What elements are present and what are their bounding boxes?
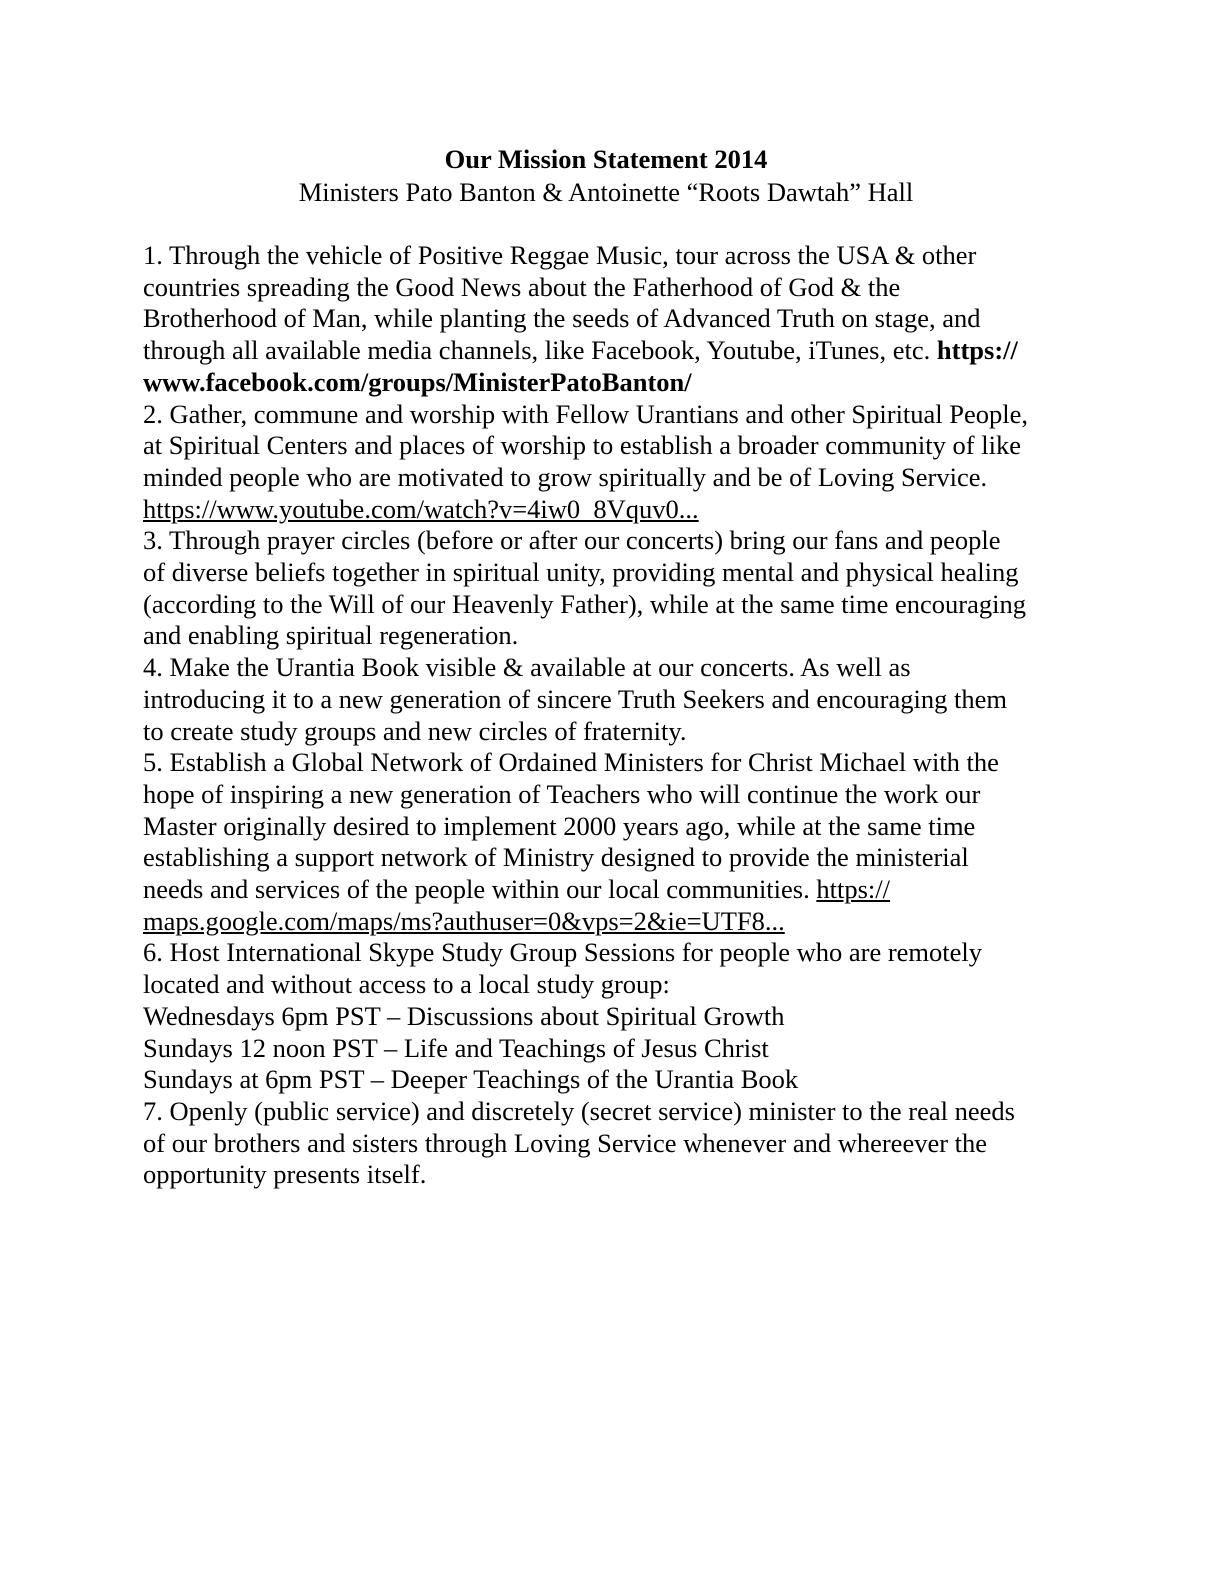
text-line [143, 525, 1083, 557]
line-text: of our brothers and sisters through Loving Service whenever and whereever the [143, 1127, 988, 1158]
text-line [143, 937, 1083, 969]
line-text: 3. Through prayer circles (before or after our concerts) bring our fans and people [143, 525, 1001, 556]
text-line [143, 906, 1083, 938]
line-text: introducing it to a new generation of sincere Truth Seekers and encouraging them [143, 683, 1007, 714]
text-line [143, 652, 1083, 684]
line-text: Sundays at 6pm PST – Deeper Teachings of the Urantia Book [143, 1064, 799, 1095]
hyperlink[interactable]: https://www.youtube.com/watch?v=4iw0_8Vquv0... [143, 493, 699, 524]
line-text: Master originally desired to implement 2000 years ago, while at the same time [143, 810, 976, 841]
text-line [143, 494, 1083, 526]
text-line [143, 747, 1083, 779]
text-line [143, 430, 1083, 462]
text-line [143, 969, 1083, 1001]
text-line [143, 1096, 1083, 1128]
text-line [143, 399, 1083, 431]
mission-body [143, 240, 1083, 1191]
line-text: at Spiritual Centers and places of worship to establish a broader community of like [143, 430, 1021, 461]
text-line [143, 684, 1083, 716]
line-text: hope of inspiring a new generation of Teachers who will continue the work our [143, 778, 981, 809]
text-line [143, 1001, 1083, 1033]
hyperlink[interactable]: https:// [816, 874, 890, 905]
text-line [143, 335, 1083, 367]
line-text: 4. Make the Urantia Book visible & available at our concerts. As well as [143, 652, 911, 683]
line-text: of diverse beliefs together in spiritual unity, providing mental and physical healing [143, 557, 1019, 588]
line-text: (according to the Will of our Heavenly Father), while at the same time encouraging [143, 588, 1026, 619]
text-line [143, 462, 1083, 494]
line-text: opportunity presents itself. [143, 1159, 427, 1190]
line-text: 6. Host International Skype Study Group Sessions for people who are remotely [143, 937, 983, 968]
page-title: Our Mission Statement 2014 [444, 144, 768, 174]
line-text: 7. Openly (public service) and discretely (secret service) minister to the real needs [143, 1095, 1015, 1126]
text-line [143, 811, 1083, 843]
text-line [143, 1033, 1083, 1065]
line-text: needs and services of the people within our local communities. [143, 874, 817, 905]
text-line [143, 589, 1083, 621]
text-line [143, 842, 1083, 874]
text-line [143, 716, 1083, 748]
hyperlink[interactable]: maps.google.com/maps/ms?authuser=0&vps=2&ie=UTF8... [143, 905, 785, 936]
line-text: 1. Through the vehicle of Positive Reggae Music, tour across the USA & other [143, 240, 977, 270]
text-line [143, 779, 1083, 811]
text-line [143, 303, 1083, 335]
line-text: and enabling spiritual regeneration. [143, 620, 519, 651]
line-text: establishing a support network of Ministry designed to provide the ministerial [143, 842, 969, 873]
text-line [143, 240, 1083, 272]
line-text: Wednesdays 6pm PST – Discussions about Spiritual Growth [143, 1000, 785, 1031]
text-line [143, 874, 1083, 906]
bold-url: https:// [936, 335, 1018, 366]
line-text: located and without access to a local study group: [143, 969, 670, 1000]
text-line [143, 1159, 1083, 1191]
line-text: Brotherhood of Man, while planting the seeds of Advanced Truth on stage, and [143, 303, 981, 334]
page-subtitle: Ministers Pato Banton & Antoinette “Roots Dawtah” Hall [298, 177, 914, 207]
bold-url: www.facebook.com/groups/MinisterPatoBanton/ [143, 366, 692, 397]
line-text: minded people who are motivated to grow spiritually and be of Loving Service. [143, 461, 988, 492]
text-line [143, 620, 1083, 652]
text-line [143, 1128, 1083, 1160]
text-line [143, 1064, 1083, 1096]
line-text: Sundays 12 noon PST – Life and Teachings of Jesus Christ [143, 1032, 769, 1063]
text-line [143, 272, 1083, 304]
line-text: countries spreading the Good News about the Fatherhood of God & the [143, 271, 901, 302]
line-text: 2. Gather, commune and worship with Fellow Urantians and other Spiritual People, [143, 398, 1029, 429]
line-text: to create study groups and new circles of fraternity. [143, 715, 687, 746]
text-line [143, 557, 1083, 589]
line-text: through all available media channels, like Facebook, Youtube, iTunes, etc. [143, 335, 937, 366]
line-text: 5. Establish a Global Network of Ordained Ministers for Christ Michael with the [143, 747, 999, 778]
text-line [143, 367, 1083, 399]
